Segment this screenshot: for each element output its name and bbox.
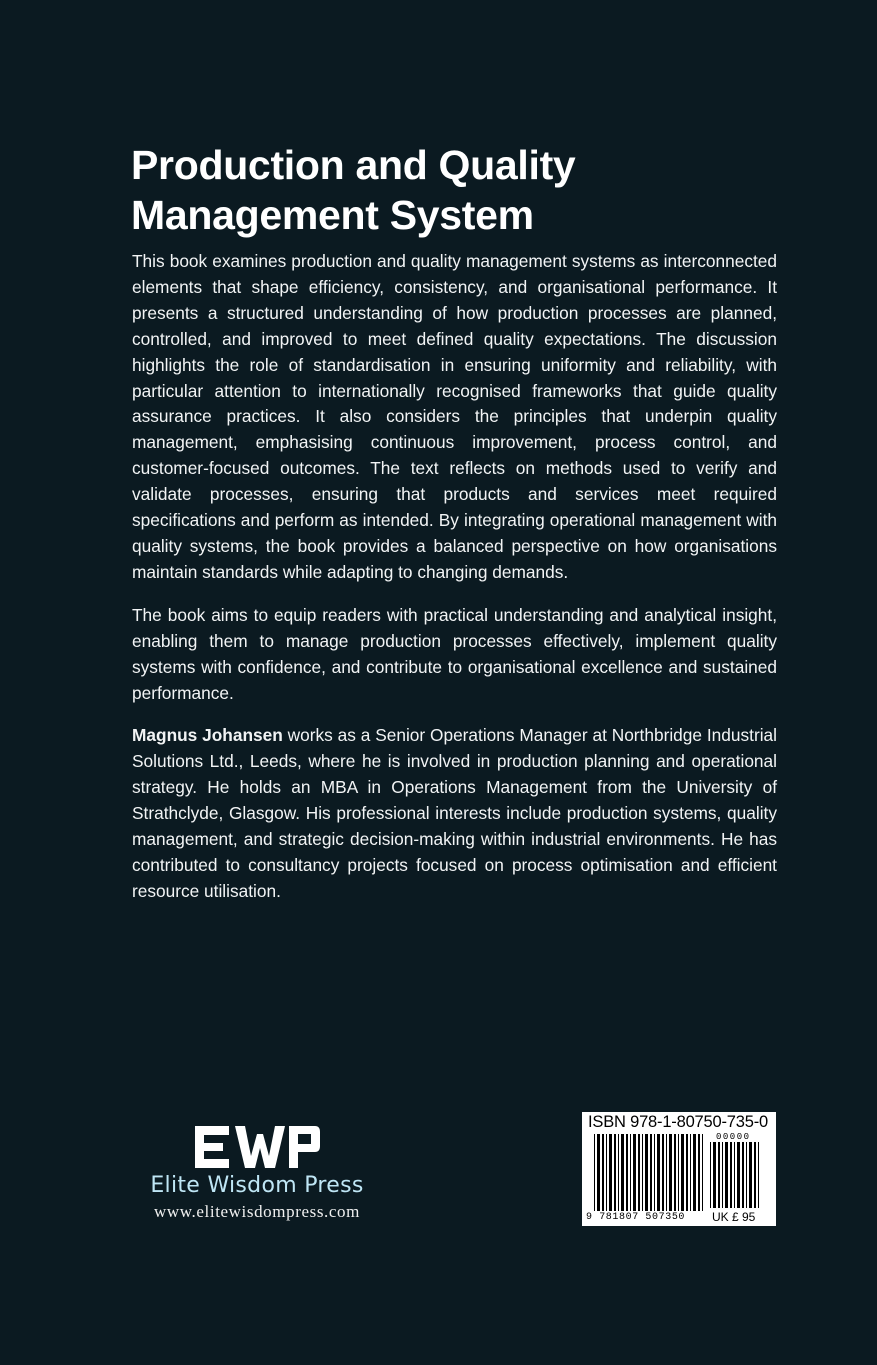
book-description [132, 249, 777, 922]
barcode-bars-icon [582, 1112, 776, 1226]
addon-code: 00000 [716, 1132, 751, 1142]
publisher-url: www.elitewisdompress.com [154, 1202, 360, 1221]
publisher-block [132, 1126, 382, 1224]
aims-paragraph: The book aims to equip readers with practical understanding and analytical insight, enabling them to manage production processes effectively, implement quality systems with confidence, and contribute to organisational excellence and sustained performance. [132, 604, 777, 703]
ewp-logo-icon [193, 1126, 321, 1168]
publisher-name: Elite Wisdom Press [150, 1173, 364, 1198]
author-name: Magnus Johansen [132, 725, 283, 746]
book-title [131, 140, 771, 240]
description-paragraph: This book examines production and quality management systems as interconnected elements that shape efficiency, consistency, and organisational performance. It presents a structured understanding of how production processes are planned, controlled, and improved to meet defined quality expectations. The discussion highlights the role of standardisation in ensuring uniformity and reliability, with particular attention to internationally recognised frameworks that guide quality assurance practices. It also considers the principles that underpin quality management, emphasising continuous improvement, process control, and customer-focused outcomes. The text reflects on methods used to verify and validate processes, ensuring that products and services meet required specifications and perform as intended. By integrating operational management with quality systems, the book provides a balanced perspective on how organisations maintain standards while adapting to changing demands. [132, 251, 777, 582]
author-bio: works as a Senior Operations Manager at Northbridge Industrial Solutions Ltd., Leeds, where he is involved in production planning and operational strategy. He holds an MBA in Operations Management from the University of Strathclyde, Glasgow. His professional interests include production systems, quality management, and strategic decision-making within industrial environments. He has contributed to consultancy projects focused on process optimisation and efficient resource utilisation. [132, 725, 777, 901]
book-title-line-2: Management System [131, 192, 534, 238]
price-label: UK £ 95 [712, 1210, 756, 1224]
isbn-barcode [582, 1112, 776, 1226]
isbn-label: ISBN 978-1-80750-735-0 [588, 1113, 768, 1131]
book-title-line-1: Production and Quality [131, 142, 576, 188]
author-bio-paragraph [132, 723, 777, 904]
ean-digits: 9 781807 507350 [586, 1212, 686, 1223]
